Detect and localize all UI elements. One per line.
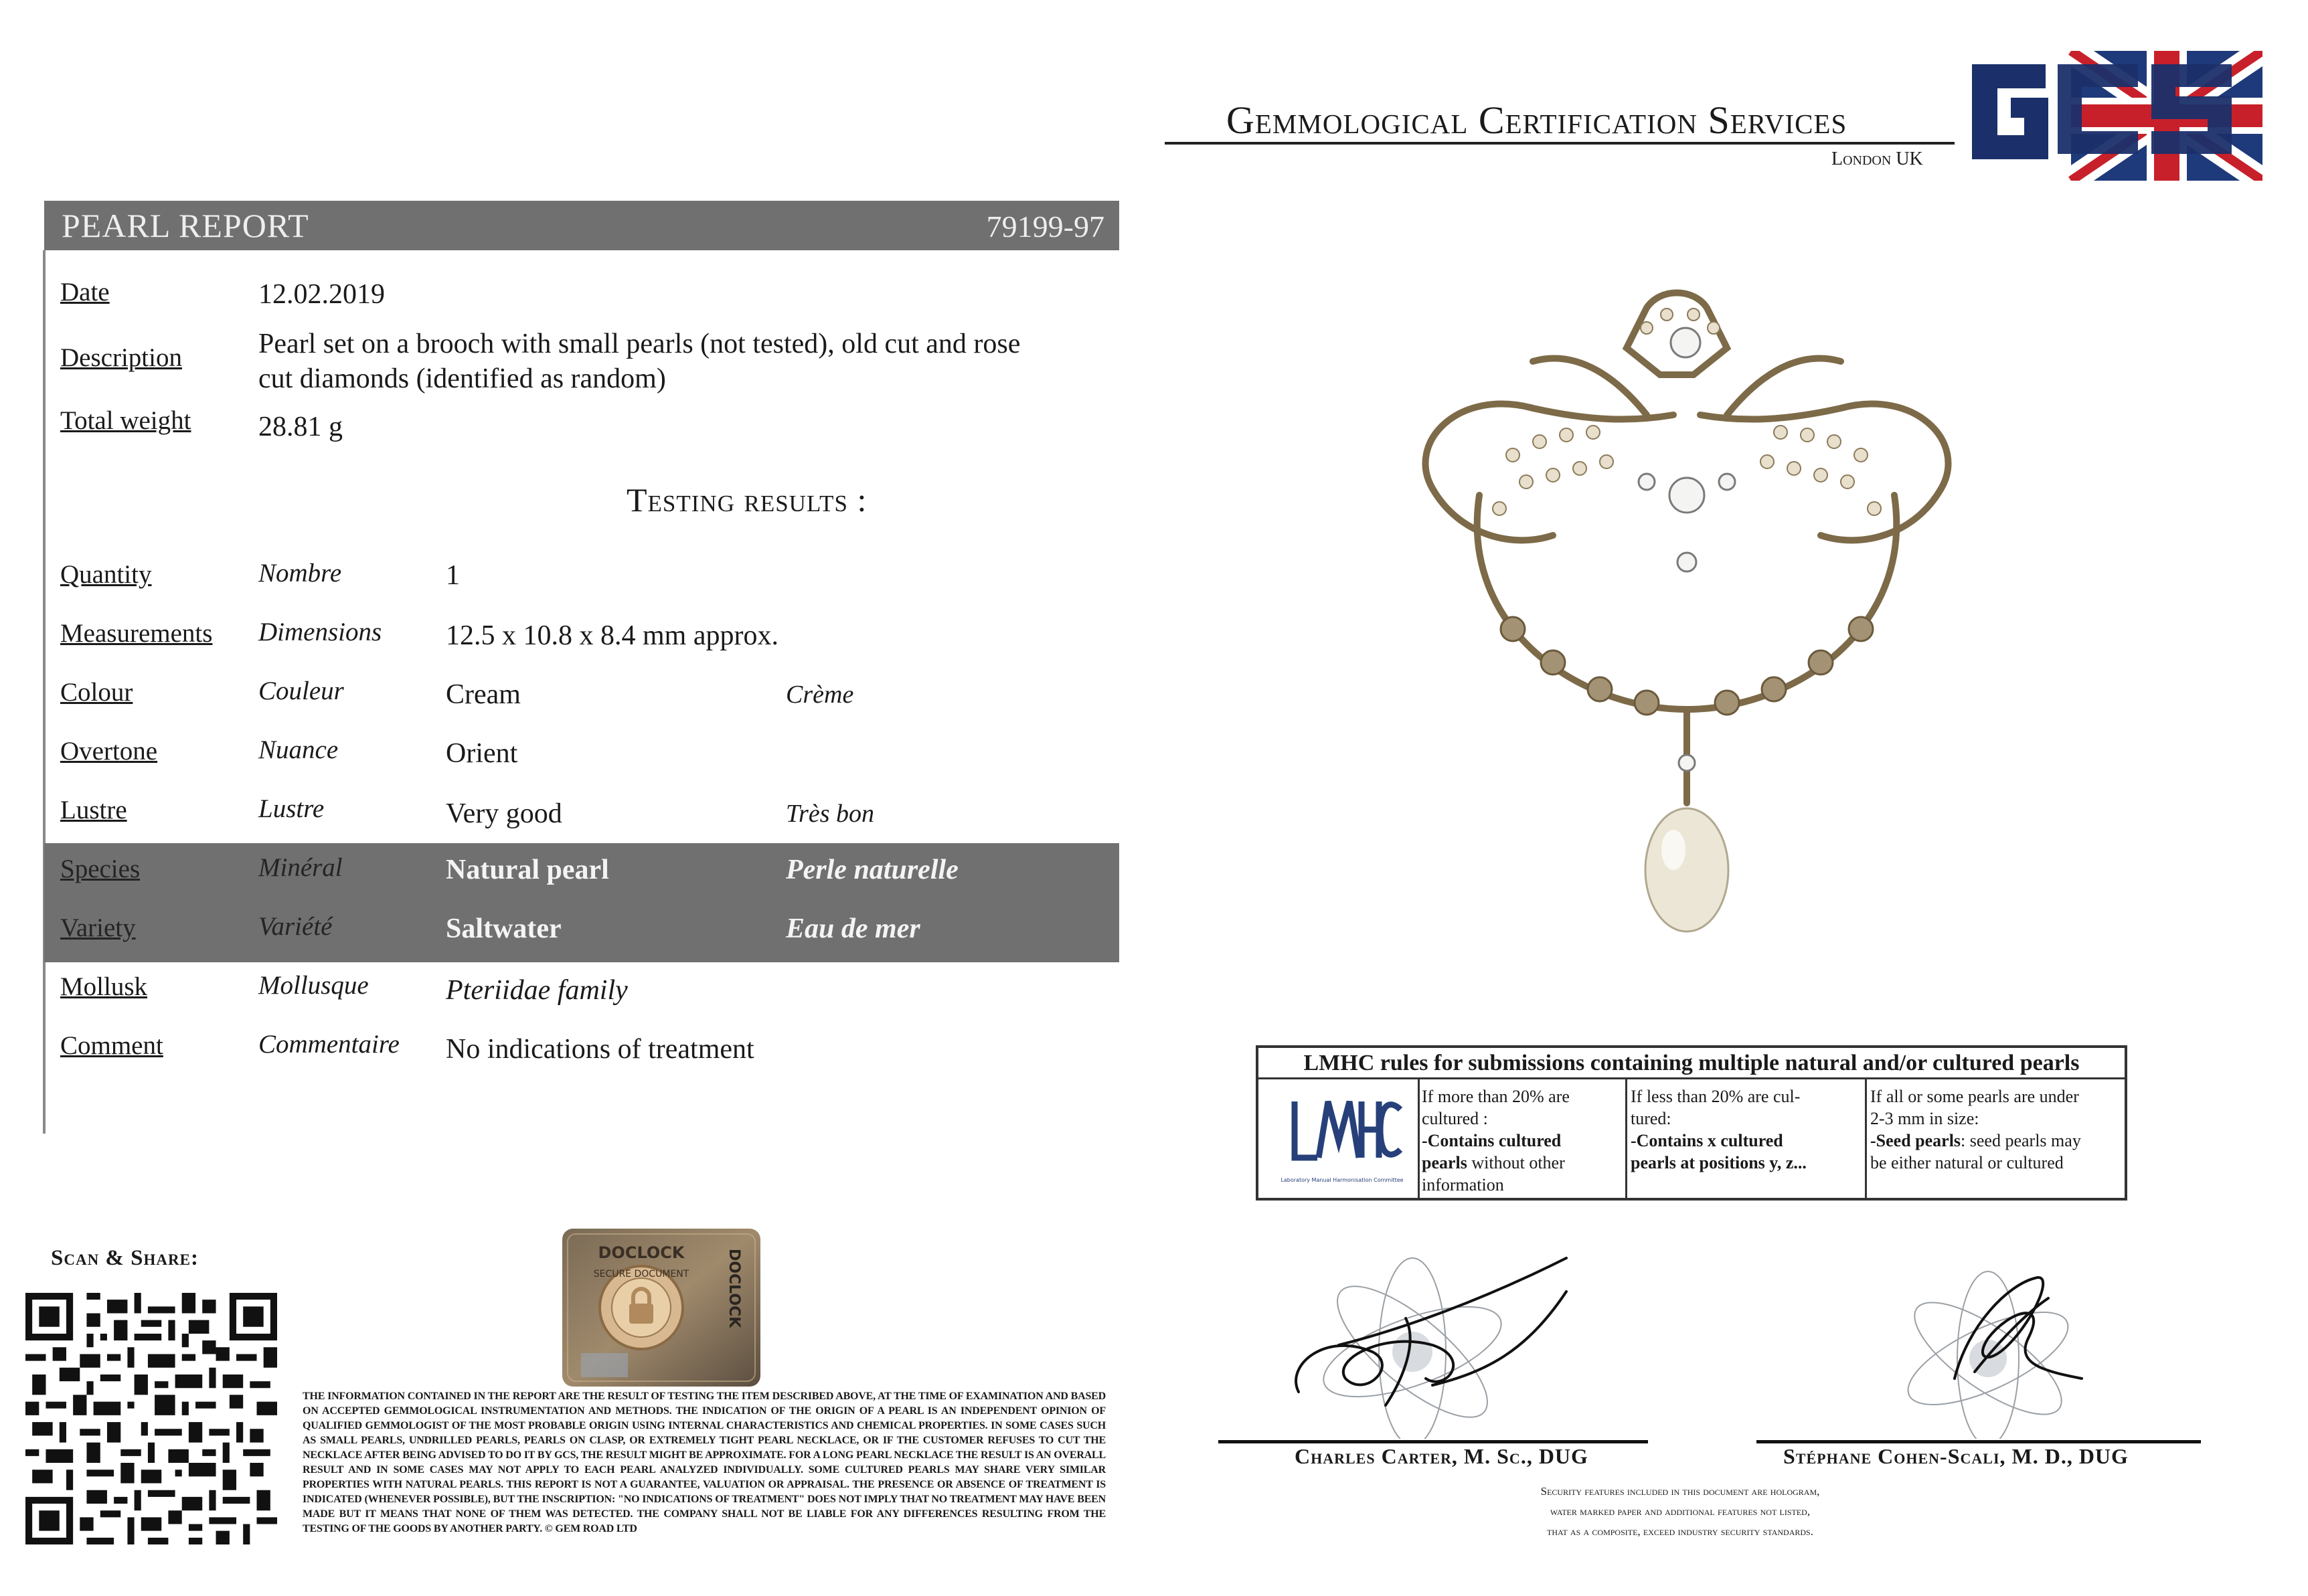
- row-value: Orient: [446, 738, 518, 769]
- lmhc-col1-bold2: pearls: [1422, 1153, 1467, 1172]
- gcs-logo: [1957, 51, 2262, 181]
- date-value: 12.02.2019: [258, 279, 385, 310]
- row-fr-label: Variété: [258, 912, 333, 941]
- row-label: Overtone: [60, 737, 158, 766]
- lmhc-col3-line2: 2-3 mm in size:: [1870, 1109, 1979, 1128]
- doclock-text-mid: SECURE DOCUMENT: [593, 1269, 689, 1279]
- lmhc-col1-text2: without other: [1467, 1153, 1565, 1172]
- report-title: PEARL REPORT: [62, 207, 309, 244]
- lmhc-col1-bold1: -Contains cultured: [1422, 1131, 1562, 1150]
- lmhc-title: LMHC rules for submissions containing multiple natural and/or cultured pearls: [1303, 1051, 2080, 1075]
- testing-results-title: Testing results :: [627, 481, 868, 519]
- report-left-rule: [43, 250, 46, 1134]
- lmhc-logo-caption: Laboratory Manual Harmonisation Committee: [1281, 1177, 1404, 1183]
- signature-line-cohen-scali: [1756, 1440, 2201, 1443]
- description-line-1: Pearl set on a brooch with small pearls (not tested), old cut and rose: [258, 329, 1021, 359]
- row-fr-label: Nuance: [258, 735, 339, 764]
- row-fr-label: Couleur: [258, 677, 344, 705]
- row-fr-label: Mollusque: [258, 971, 369, 1000]
- row-label: Measurements: [60, 619, 213, 648]
- signatory-name-carter: Charles Carter, M. Sc., DUG: [1295, 1444, 1588, 1468]
- row-label: Mollusk: [60, 972, 148, 1001]
- lmhc-divider: [1418, 1079, 1420, 1198]
- doclock-hologram: [562, 1229, 760, 1387]
- row-fr-value: Très bon: [786, 800, 874, 828]
- row-fr-label: Lustre: [258, 794, 325, 823]
- description-label: Description: [60, 343, 182, 372]
- report-number: 79199-97: [986, 209, 1104, 244]
- total-weight-label: Total weight: [60, 406, 191, 435]
- lmhc-title-rule: [1258, 1077, 2125, 1079]
- lmhc-divider: [1865, 1079, 1867, 1198]
- security-features-note: [1446, 1482, 1914, 1542]
- lmhc-col2-bold2: pearls at positions y, z...: [1631, 1153, 1807, 1172]
- lmhc-col1-line1: If more than 20% are: [1422, 1087, 1570, 1106]
- signature-carter: [1272, 1251, 1580, 1439]
- lmhc-col2-line2: tured:: [1631, 1109, 1671, 1128]
- lmhc-col1-line3: information: [1422, 1175, 1504, 1194]
- lmhc-col3-text1: : seed pearls may: [1961, 1131, 2081, 1150]
- security-line-2: water marked paper and additional features not listed,: [1550, 1505, 1811, 1518]
- security-line-3: that as a composite, exceed industry security standards.: [1547, 1525, 1813, 1538]
- lmhc-col2-line1: If less than 20% are cul-: [1631, 1087, 1801, 1106]
- lmhc-col3-bold1: -Seed pearls: [1870, 1131, 1961, 1150]
- row-label: Lustre: [60, 796, 127, 824]
- row-label: Colour: [60, 678, 133, 707]
- row-label: Variety: [60, 913, 136, 942]
- lmhc-rules-box: [1256, 1045, 2127, 1201]
- signature-cohen-scali: [1874, 1258, 2129, 1439]
- signatory-name-cohen-scali: Stéphane Cohen-Scali, M. D., DUG: [1783, 1444, 2129, 1468]
- lmhc-col1-line2: cultured :: [1422, 1109, 1488, 1128]
- description-line-2: cut diamonds (identified as random): [258, 363, 666, 394]
- date-label: Date: [60, 278, 110, 306]
- lmhc-col2-bold1: -Contains x cultured: [1631, 1131, 1783, 1150]
- lmhc-col3-line1: If all or some pearls are under: [1870, 1087, 2079, 1106]
- doclock-text-side: DOCLOCK: [726, 1249, 742, 1328]
- lmhc-col-2: [1631, 1085, 1858, 1174]
- row-fr-value: Perle naturelle: [786, 855, 959, 885]
- lmhc-col-1: [1422, 1085, 1616, 1196]
- row-label: Comment: [60, 1031, 163, 1060]
- lmhc-col-3: [1870, 1085, 2122, 1174]
- row-label: Quantity: [60, 560, 152, 589]
- total-weight-value: 28.81 g: [258, 412, 343, 442]
- security-line-1: Security features included in this document are hologram,: [1540, 1485, 1820, 1498]
- row-value: 1: [446, 560, 460, 591]
- lmhc-col3-line3: be either natural or cultured: [1870, 1153, 2064, 1172]
- row-value: Natural pearl: [446, 855, 609, 885]
- signature-line-carter: [1218, 1440, 1648, 1443]
- row-fr-label: Dimensions: [258, 618, 382, 646]
- company-rule: [1165, 142, 1955, 145]
- lmhc-logo: [1279, 1088, 1406, 1188]
- row-fr-value: Crème: [786, 681, 854, 709]
- row-value: Cream: [446, 679, 521, 710]
- row-fr-value: Eau de mer: [786, 913, 920, 944]
- brooch-photo: [1379, 281, 1995, 964]
- row-value: Saltwater: [446, 913, 562, 944]
- row-fr-label: Commentaire: [258, 1030, 400, 1059]
- row-value: No indications of treatment: [446, 1034, 754, 1065]
- row-value: Pteriidae family: [446, 975, 628, 1006]
- row-fr-label: Nombre: [258, 559, 342, 588]
- doclock-text-top: DOCLOCK: [598, 1243, 685, 1262]
- report-header: [44, 201, 1119, 250]
- company-location: London UK: [1831, 149, 1923, 169]
- company-name: Gemmological Certification Services: [1226, 98, 1847, 142]
- lmhc-divider: [1625, 1079, 1627, 1198]
- qr-code[interactable]: [25, 1292, 277, 1546]
- row-fr-label: Minéral: [258, 853, 343, 882]
- row-value: 12.5 x 10.8 x 8.4 mm approx.: [446, 620, 778, 651]
- row-value: Very good: [446, 798, 562, 829]
- scan-share-title: Scan & Share:: [51, 1246, 199, 1270]
- row-label: Species: [60, 855, 141, 883]
- disclaimer-text: THE INFORMATION CONTAINED IN THE REPORT ARE THE RESULT OF TESTING THE ITEM DESCRIBED ABOVE, AT THE TIME OF EXAMINATION AND BASED ON ACCEPTED GEMMOLOGICAL INSTRUMENTATION AND METHODS. THE INDICATION OF THE ORIGIN OF A PEARL IS AN INDEPENDENT OPINION OF QUALIFIED GEMMOLOGIST OF THE MOST PROBABLE ORIGIN USING INTERNAL CHARACTERISTICS AND CHEMICAL PROPERTIES. IN SOME CASES SUCH AS SMALL PEARLS, UNDRILLED PEARLS, PEARLS ON CLASP, OR EXTREMELY TIGHT PEARL NECKLACE, OR IF THE CUSTOMER REFUSES TO CUT THE NECKLACE AFTER BEING ADVISED TO DO IT BY GCS, THE RESULT MIGHT BE APPROXIMATE. FOR A LONG PEARL NECKLACE THE RESULT IS AN OVERALL RESULT AND IN SOME CASES MAY NOT APPLY TO EACH PEARL ANALYZED INDIVIDUALLY. SOME CULTURED PEARLS MAY SHARE VERY SIMILAR PROPERTIES WITH NATURAL PEARLS. THIS REPORT IS NOT A GUARANTEE, VALUATION OR APPRAISAL. THE PRESENCE OR ABSENCE OF TREATMENT IS INDICATED (WHENEVER POSSIBLE), BUT THE INSCRIPTION: "NO INDICATIONS OF TREATMENT" DOES NOT IMPLY THAT NO TREATMENT MAY HAVE BEEN MADE BUT IT MEANS THAT NONE OF THEM WAS DETECTED. THE COMPANY SHALL NOT BE LIABLE FOR ANY DIFFERENCES RESULTING FROM THE TESTING OF THE GOODS BY ANOTHER PARTY. © GEM ROAD LTD: [303, 1391, 1106, 1534]
